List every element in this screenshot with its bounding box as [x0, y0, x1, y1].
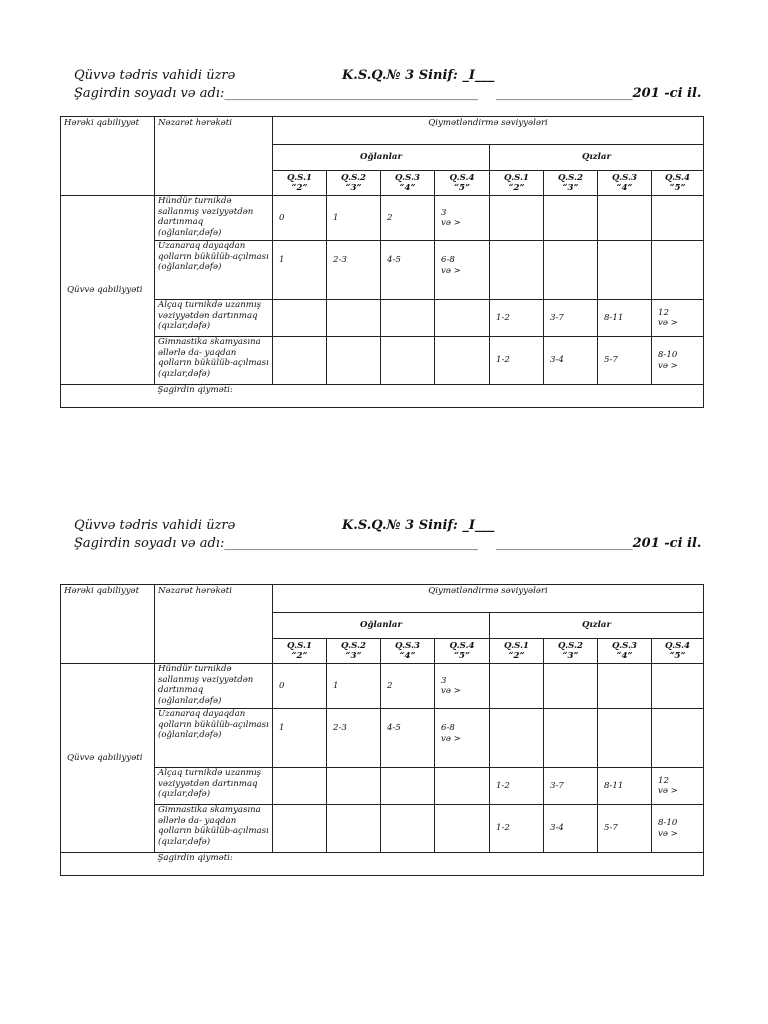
col-ability-header: Hərəki qabiliyyət — [61, 585, 155, 664]
boys-header: Oğlanlar — [273, 145, 490, 171]
girls-header: Qızlar — [490, 613, 704, 639]
footer-spacer — [61, 385, 155, 408]
score-cell: 2 — [381, 196, 435, 241]
score-cell — [327, 768, 381, 805]
girls-header: Qızlar — [490, 145, 704, 171]
student-name-field[interactable]: Şagirdin soyadı və adı:_______________________________________ — [74, 536, 478, 551]
score-cell — [490, 709, 544, 768]
score-cell: 4-5 — [381, 241, 435, 300]
level-header: Q.S.4 “5” — [652, 639, 704, 664]
score-cell: 2-3 — [327, 709, 381, 768]
col-ability-header: Hərəki qabiliyyət — [61, 117, 155, 196]
level-header: Q.S.2 “3” — [544, 171, 598, 196]
student-grade-label[interactable]: Şagirdin qiyməti: — [155, 385, 704, 408]
score-cell: 8-10 və > — [652, 805, 704, 853]
footer-spacer — [61, 853, 155, 876]
exercise-name: Alçaq turnikdə uzanmış vəziyyətdən dartınmaq (qızlar,dəfə) — [155, 300, 273, 337]
score-cell: 1 — [327, 664, 381, 709]
score-cell: 1-2 — [490, 300, 544, 337]
score-cell — [381, 337, 435, 385]
score-cell — [490, 196, 544, 241]
score-cell: 1-2 — [490, 805, 544, 853]
table-row — [61, 805, 704, 853]
ability-name: Qüvvə qabiliyyəti — [61, 664, 155, 853]
level-header: Q.S.2 “3” — [327, 171, 381, 196]
level-header: Q.S.2 “3” — [544, 639, 598, 664]
score-cell: 0 — [273, 196, 327, 241]
level-header: Q.S.1 “2” — [490, 639, 544, 664]
score-cell — [544, 241, 598, 300]
table-row — [61, 337, 704, 385]
score-cell: 12 və > — [652, 300, 704, 337]
score-cell: 3 və > — [435, 196, 490, 241]
year-blank[interactable]: _____________________ — [496, 86, 633, 101]
score-cell — [490, 664, 544, 709]
level-header: Q.S.1 “2” — [273, 639, 327, 664]
student-grade-label[interactable]: Şagirdin qiyməti: — [155, 853, 704, 876]
table-row — [61, 664, 704, 709]
score-cell: 1 — [327, 196, 381, 241]
exercise-name: Hündür turnikdə sallanmış vəziyyətdən dartınmaq (oğlanlar,dəfə) — [155, 196, 273, 241]
score-cell: 6-8 və > — [435, 241, 490, 300]
level-header: Q.S.3 “4” — [598, 171, 652, 196]
col-levels-header: Qiymətləndirmə səviyyələri — [273, 585, 704, 613]
exercise-name: Gimnastika skamyasına əllərlə da- yaqdan qolların bükülüb-açılması (qızlar,dəfə) — [155, 337, 273, 385]
score-cell: 1 — [273, 241, 327, 300]
score-cell — [327, 805, 381, 853]
score-cell — [273, 805, 327, 853]
score-cell — [327, 300, 381, 337]
score-cell: 3-7 — [544, 300, 598, 337]
col-control-header: Nəzarət hərəkəti — [155, 585, 273, 664]
assessment-table — [60, 116, 704, 408]
score-cell — [652, 709, 704, 768]
subject-title: Qüvvə tədris vahidi üzrə — [74, 518, 236, 533]
score-cell: 1-2 — [490, 768, 544, 805]
score-cell: 8-11 — [598, 768, 652, 805]
score-cell — [598, 709, 652, 768]
exercise-name: Uzanaraq dayaqdan qolların bükülüb-açılması (oğlanlar,dəfə) — [155, 241, 273, 300]
level-header: Q.S.4 “5” — [435, 639, 490, 664]
year-suffix: 201 -ci il. — [632, 536, 702, 551]
form-header-line-2 — [74, 536, 701, 551]
level-header: Q.S.2 “3” — [327, 639, 381, 664]
ability-name: Qüvvə qabiliyyəti — [61, 196, 155, 385]
score-cell — [544, 196, 598, 241]
boys-header: Oğlanlar — [273, 613, 490, 639]
table-row — [61, 241, 704, 300]
score-cell: 4-5 — [381, 709, 435, 768]
level-header: Q.S.1 “2” — [490, 171, 544, 196]
score-cell — [598, 664, 652, 709]
assessment-table — [60, 584, 704, 876]
subject-title: Qüvvə tədris vahidi üzrə — [74, 68, 236, 83]
year-blank[interactable]: _____________________ — [496, 536, 633, 551]
col-control-header: Nəzarət hərəkəti — [155, 117, 273, 196]
year-suffix: 201 -ci il. — [632, 86, 702, 101]
score-cell — [381, 805, 435, 853]
ksq-class-label: K.S.Q.№ 3 Sinif: _I___ — [342, 68, 495, 83]
score-cell — [381, 768, 435, 805]
score-cell: 5-7 — [598, 337, 652, 385]
score-cell: 3 və > — [435, 664, 490, 709]
form-header-line-2 — [74, 86, 701, 101]
exercise-name: Uzanaraq dayaqdan qolların bükülüb-açılması (oğlanlar,dəfə) — [155, 709, 273, 768]
score-cell — [652, 664, 704, 709]
score-cell — [381, 300, 435, 337]
level-header: Q.S.3 “4” — [598, 639, 652, 664]
table-row — [61, 768, 704, 805]
table-row — [61, 196, 704, 241]
assessment-form-2 — [0, 468, 768, 908]
score-cell: 8-10 və > — [652, 337, 704, 385]
col-levels-header: Qiymətləndirmə səviyyələri — [273, 117, 704, 145]
score-cell — [273, 768, 327, 805]
grade-footer-row — [61, 853, 704, 876]
score-cell — [435, 805, 490, 853]
table-row — [61, 300, 704, 337]
score-cell: 6-8 və > — [435, 709, 490, 768]
score-cell — [598, 241, 652, 300]
score-cell — [490, 241, 544, 300]
score-cell: 2 — [381, 664, 435, 709]
exercise-name: Hündür turnikdə sallanmış vəziyyətdən dartınmaq (oğlanlar,dəfə) — [155, 664, 273, 709]
grade-footer-row — [61, 385, 704, 408]
score-cell: 3-7 — [544, 768, 598, 805]
score-cell — [435, 337, 490, 385]
level-header: Q.S.3 “4” — [381, 171, 435, 196]
score-cell: 2-3 — [327, 241, 381, 300]
score-cell: 12 və > — [652, 768, 704, 805]
ksq-class-label: K.S.Q.№ 3 Sinif: _I___ — [342, 518, 495, 533]
table-row — [61, 709, 704, 768]
score-cell — [652, 241, 704, 300]
score-cell — [435, 768, 490, 805]
level-header: Q.S.3 “4” — [381, 639, 435, 664]
exercise-name: Gimnastika skamyasına əllərlə da- yaqdan qolların bükülüb-açılması (qızlar,dəfə) — [155, 805, 273, 853]
score-cell: 0 — [273, 664, 327, 709]
score-cell: 3-4 — [544, 805, 598, 853]
score-cell — [435, 300, 490, 337]
score-cell — [273, 337, 327, 385]
exercise-name: Alçaq turnikdə uzanmış vəziyyətdən dartınmaq (qızlar,dəfə) — [155, 768, 273, 805]
level-header: Q.S.4 “5” — [652, 171, 704, 196]
score-cell: 1-2 — [490, 337, 544, 385]
score-cell — [544, 709, 598, 768]
score-cell — [327, 337, 381, 385]
score-cell — [544, 664, 598, 709]
score-cell: 3-4 — [544, 337, 598, 385]
assessment-form-1 — [0, 0, 768, 440]
level-header: Q.S.1 “2” — [273, 171, 327, 196]
score-cell — [273, 300, 327, 337]
score-cell: 5-7 — [598, 805, 652, 853]
score-cell — [598, 196, 652, 241]
score-cell: 1 — [273, 709, 327, 768]
score-cell — [652, 196, 704, 241]
student-name-field[interactable]: Şagirdin soyadı və adı:_______________________________________ — [74, 86, 478, 101]
score-cell: 8-11 — [598, 300, 652, 337]
level-header: Q.S.4 “5” — [435, 171, 490, 196]
